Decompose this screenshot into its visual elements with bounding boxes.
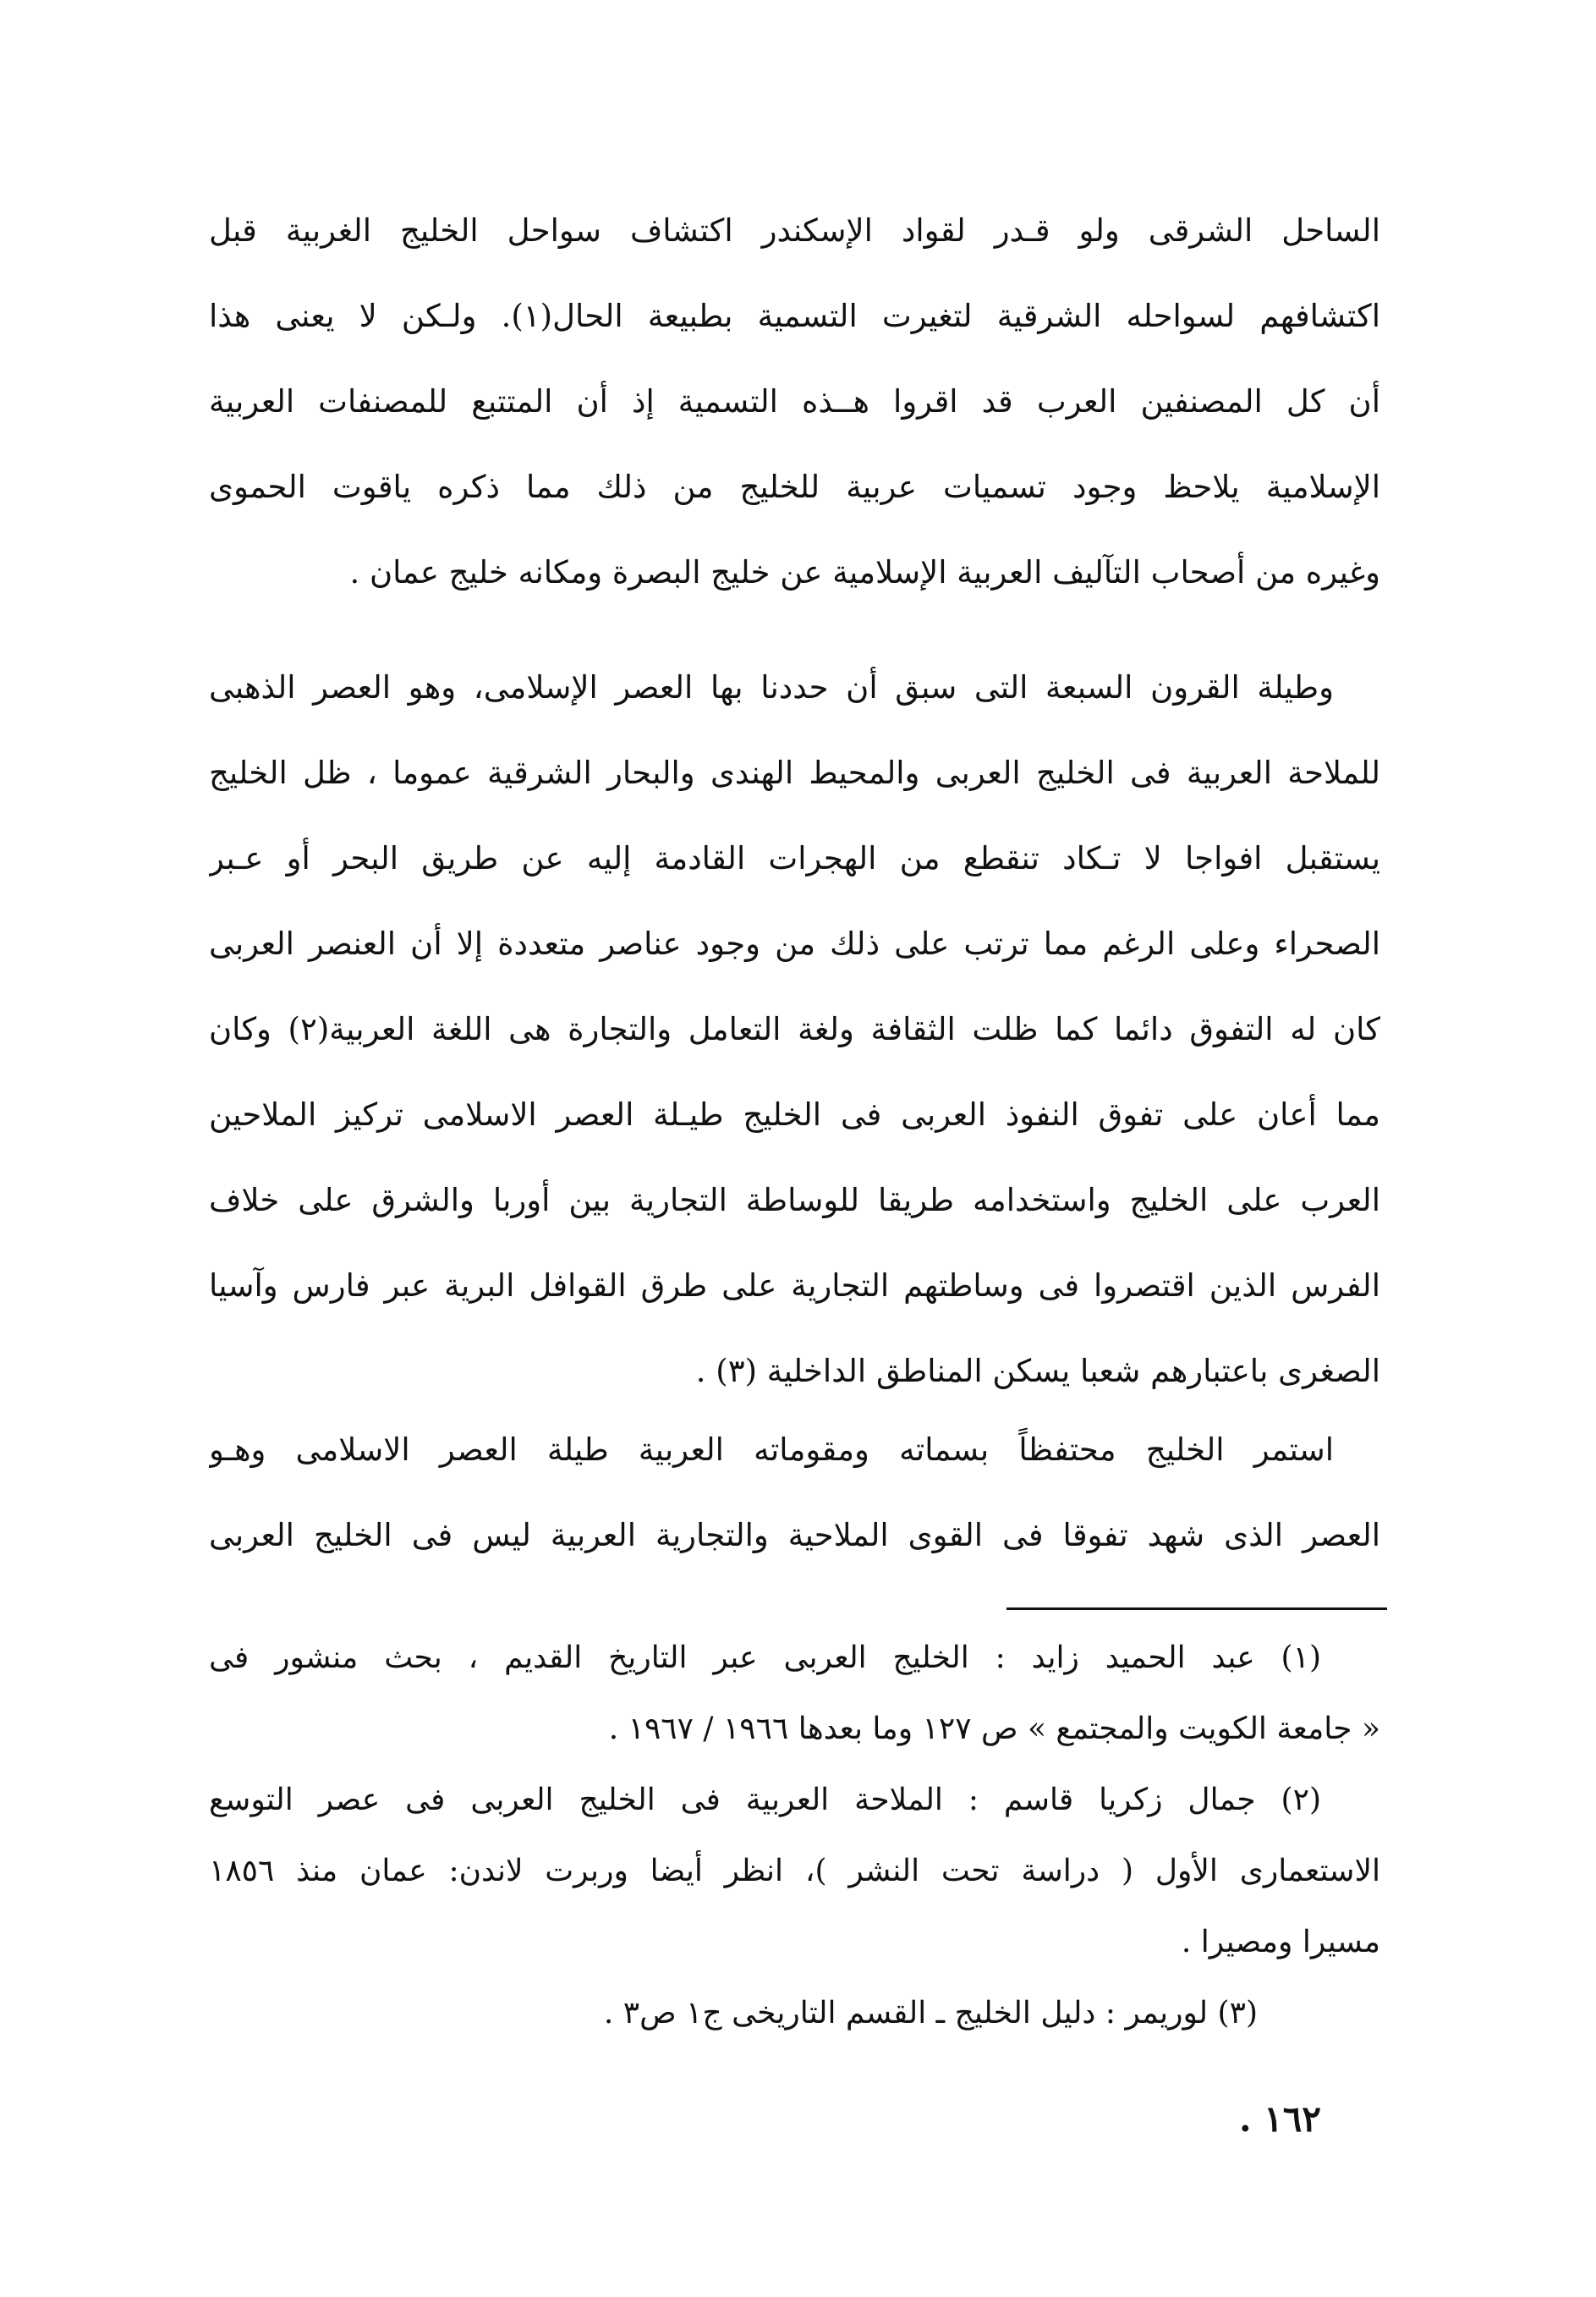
footnote-line: (٣) لوريمر : دليل الخليج ـ القسم التاريخى ج١ ص٣ . (603, 1996, 1258, 2030)
paragraph-3 (209, 1407, 1380, 1578)
paragraph-line: استمر الخليج محتفظاً بسماته ومقوماته العربية طيلة العصر الاسلامى وهـو (209, 1432, 1334, 1468)
footnote-line: (٢) جمال زكريا قاسم : الملاحة العربية فى الخليج العربى فى عصر التوسع (209, 1783, 1321, 1817)
paragraph-2 (209, 645, 1380, 1414)
paragraph-line: مما أعان على تفوق النفوذ العربى فى الخليج طيـلة العصر الاسلامى تركيز الملاحين (209, 1096, 1380, 1133)
paragraph-line: العصر الذى شهد تفوقا فى القوى الملاحية والتجارية العربية ليس فى الخليج العربى (209, 1517, 1380, 1553)
paragraph-line: كان له التفوق دائما كما ظلت الثقافة ولغة التعامل والتجارة هى اللغة العربية(٢) وكان (209, 1011, 1380, 1047)
page-number: ١٦٢ . (1239, 2098, 1321, 2140)
paragraph-line: الإسلامية يلاحظ وجود تسميات عربية للخليج من ذلك مما ذكره ياقوت الحموى (209, 469, 1380, 505)
footnote-separator (1006, 1607, 1387, 1610)
paragraph-line: الساحل الشرقى ولو قـدر لقواد الإسكندر اكتشاف سواحل الخليج الغربية قبل (209, 212, 1380, 249)
paragraph-line: الفرس الذين اقتصروا فى وساطتهم التجارية على طرق القوافل البرية عبر فارس وآسيا (209, 1267, 1380, 1304)
footnote-line: مسيرا ومصيرا . (1181, 1925, 1380, 1959)
paragraph-line: العرب على الخليج واستخدامه طريقا للوساطة التجارية بين أوربا والشرق على خلاف (209, 1182, 1380, 1218)
paragraph-line: الصحراء وعلى الرغم مما ترتب على ذلك من وجود عناصر متعددة إلا أن العنصر العربى (209, 926, 1380, 962)
footnote-line: (١) عبد الحميد زايد : الخليج العربى عبر التاريخ القديم ، بحث منشور فى (209, 1640, 1321, 1675)
footnote-line: « جامعة الكويت والمجتمع » ص ١٢٧ وما بعدها ١٩٦٦ / ١٩٦٧ . (608, 1712, 1380, 1746)
paragraph-line: يستقبل افواجا لا تـكاد تنقطع من الهجرات القادمة إليه عن طريق البحر أو عـبر (209, 840, 1380, 876)
paragraph-line: الصغرى باعتبارهم شعبا يسكن المناطق الداخلية (٣) . (695, 1353, 1380, 1389)
paragraph-line: اكتشافهم لسواحله الشرقية لتغيرت التسمية بطبيعة الحال(١). ولـكن لا يعنى هذا (209, 298, 1380, 334)
footnotes (209, 1623, 1380, 2049)
paragraph-line: للملاحة العربية فى الخليج العربى والمحيط الهندى والبحار الشرقية عموما ، ظل الخليج (209, 755, 1380, 791)
footnote-line: الاستعمارى الأول ( دراسة تحت النشر )، انظر أيضا وربرت لاندن: عمان منذ ١٨٥٦ (209, 1854, 1380, 1888)
paragraph-line: وطيلة القرون السبعة التى سبق أن حددنا بها العصر الإسلامى، وهو العصر الذهبى (209, 669, 1334, 706)
paragraph-1 (209, 188, 1380, 615)
paragraph-line: أن كل المصنفين العرب قد اقروا هــذه التسمية إذ أن المتتبع للمصنفات العربية (209, 383, 1380, 420)
paragraph-line: وغيره من أصحاب التآليف العربية الإسلامية عن خليج البصرة ومكانه خليج عمان . (349, 554, 1380, 591)
